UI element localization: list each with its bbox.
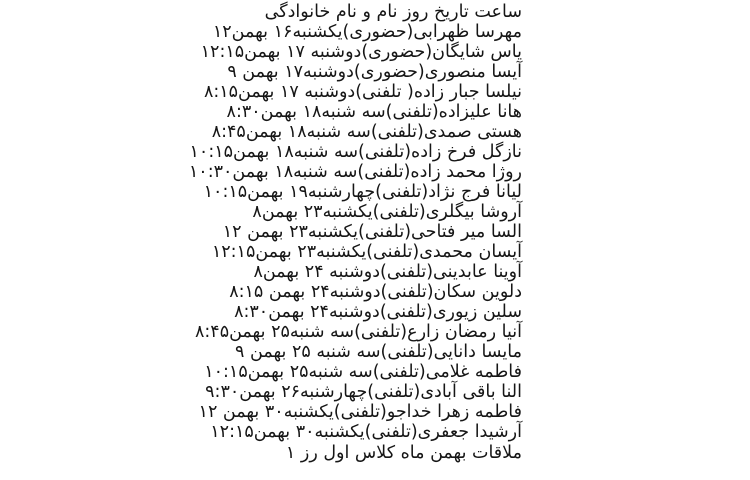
appointment-row: مایسا دانایی(تلفنی)سه شنبه ۲۵ بهمن ۹ xyxy=(235,342,522,362)
appointment-row: آوینا عابدینی(تلفنی)دوشنبه ۲۴ بهمن۸ xyxy=(253,262,522,282)
appointment-row: هستی صمدی(تلفنی)سه شنبه۱۸ بهمن۸:۴۵ xyxy=(211,122,522,142)
appointment-row: روژا محمد زاده(تلفنی)سه شنبه۱۸ بهمن۱۰:۳۰ xyxy=(188,162,522,182)
appointment-rows xyxy=(0,22,522,442)
table-header-row: ساعت تاریخ روز نام و نام خانوادگی xyxy=(264,2,522,22)
document-footer-note: ملاقات بهمن ماه کلاس اول رز ۱ xyxy=(285,443,522,463)
appointment-row: آیسا منصوری(حضوری)دوشنبه۱۷ بهمن ۹ xyxy=(227,62,522,82)
appointment-row: النا باقی آبادی(تلفنی)چهارشنبه۲۶ بهمن۹:۳۰ xyxy=(205,382,522,402)
appointment-row: آنیا رمضان زارع(تلفنی)سه شنبه۲۵ بهمن۸:۴۵ xyxy=(195,322,522,342)
appointment-row: مهرسا ظهرابی(حضوری)یکشنبه۱۶ بهمن۱۲ xyxy=(212,22,522,42)
appointment-row: آیسان محمدی(تلفنی)یکشنبه۲۳ بهمن۱۲:۱۵ xyxy=(211,242,522,262)
appointment-row: آرشیدا جعفری(تلفنی)یکشنبه۳۰ بهمن۱۲:۱۵ xyxy=(210,422,522,442)
appointment-row: فاطمه زهرا خداجو(تلفنی)یکشنبه۳۰ بهمن ۱۲ xyxy=(198,402,522,422)
appointment-row: آروشا بیگلری(تلفنی)یکشنبه۲۳ بهمن۸ xyxy=(252,202,522,222)
appointment-row: السا میر فتاحی(تلفنی)یکشنبه۲۳ بهمن ۱۲ xyxy=(222,222,522,242)
appointment-row: نیلسا جبار زاده( تلفنی)دوشنبه ۱۷ بهمن۸:۱۵ xyxy=(203,82,522,102)
appointment-row: فاطمه غلامی(تلفنی)سه شنبه۲۵ بهمن۱۰:۱۵ xyxy=(204,362,522,382)
appointment-row: دلوین سکان(تلفنی)دوشنبه۲۴ بهمن ۸:۱۵ xyxy=(229,282,522,302)
appointment-row: لیانا فرج نژاد(تلفنی)چهارشنبه۱۹ بهمن۱۰:۱۵ xyxy=(203,182,522,202)
appointment-row: یاس شایگان(حضوری)دوشنبه ۱۷ بهمن۱۲:۱۵ xyxy=(200,42,522,62)
appointment-row: سلین زیوری(تلفنی)دوشنبه۲۴ بهمن۸:۳۰ xyxy=(234,302,522,322)
appointment-row: هانا علیزاده(تلفنی)سه شنبه۱۸ بهمن۸:۳۰ xyxy=(226,102,522,122)
appointment-row: نازگل فرخ زاده(تلفنی)سه شنبه۱۸ بهمن۱۰:۱۵ xyxy=(189,142,522,162)
